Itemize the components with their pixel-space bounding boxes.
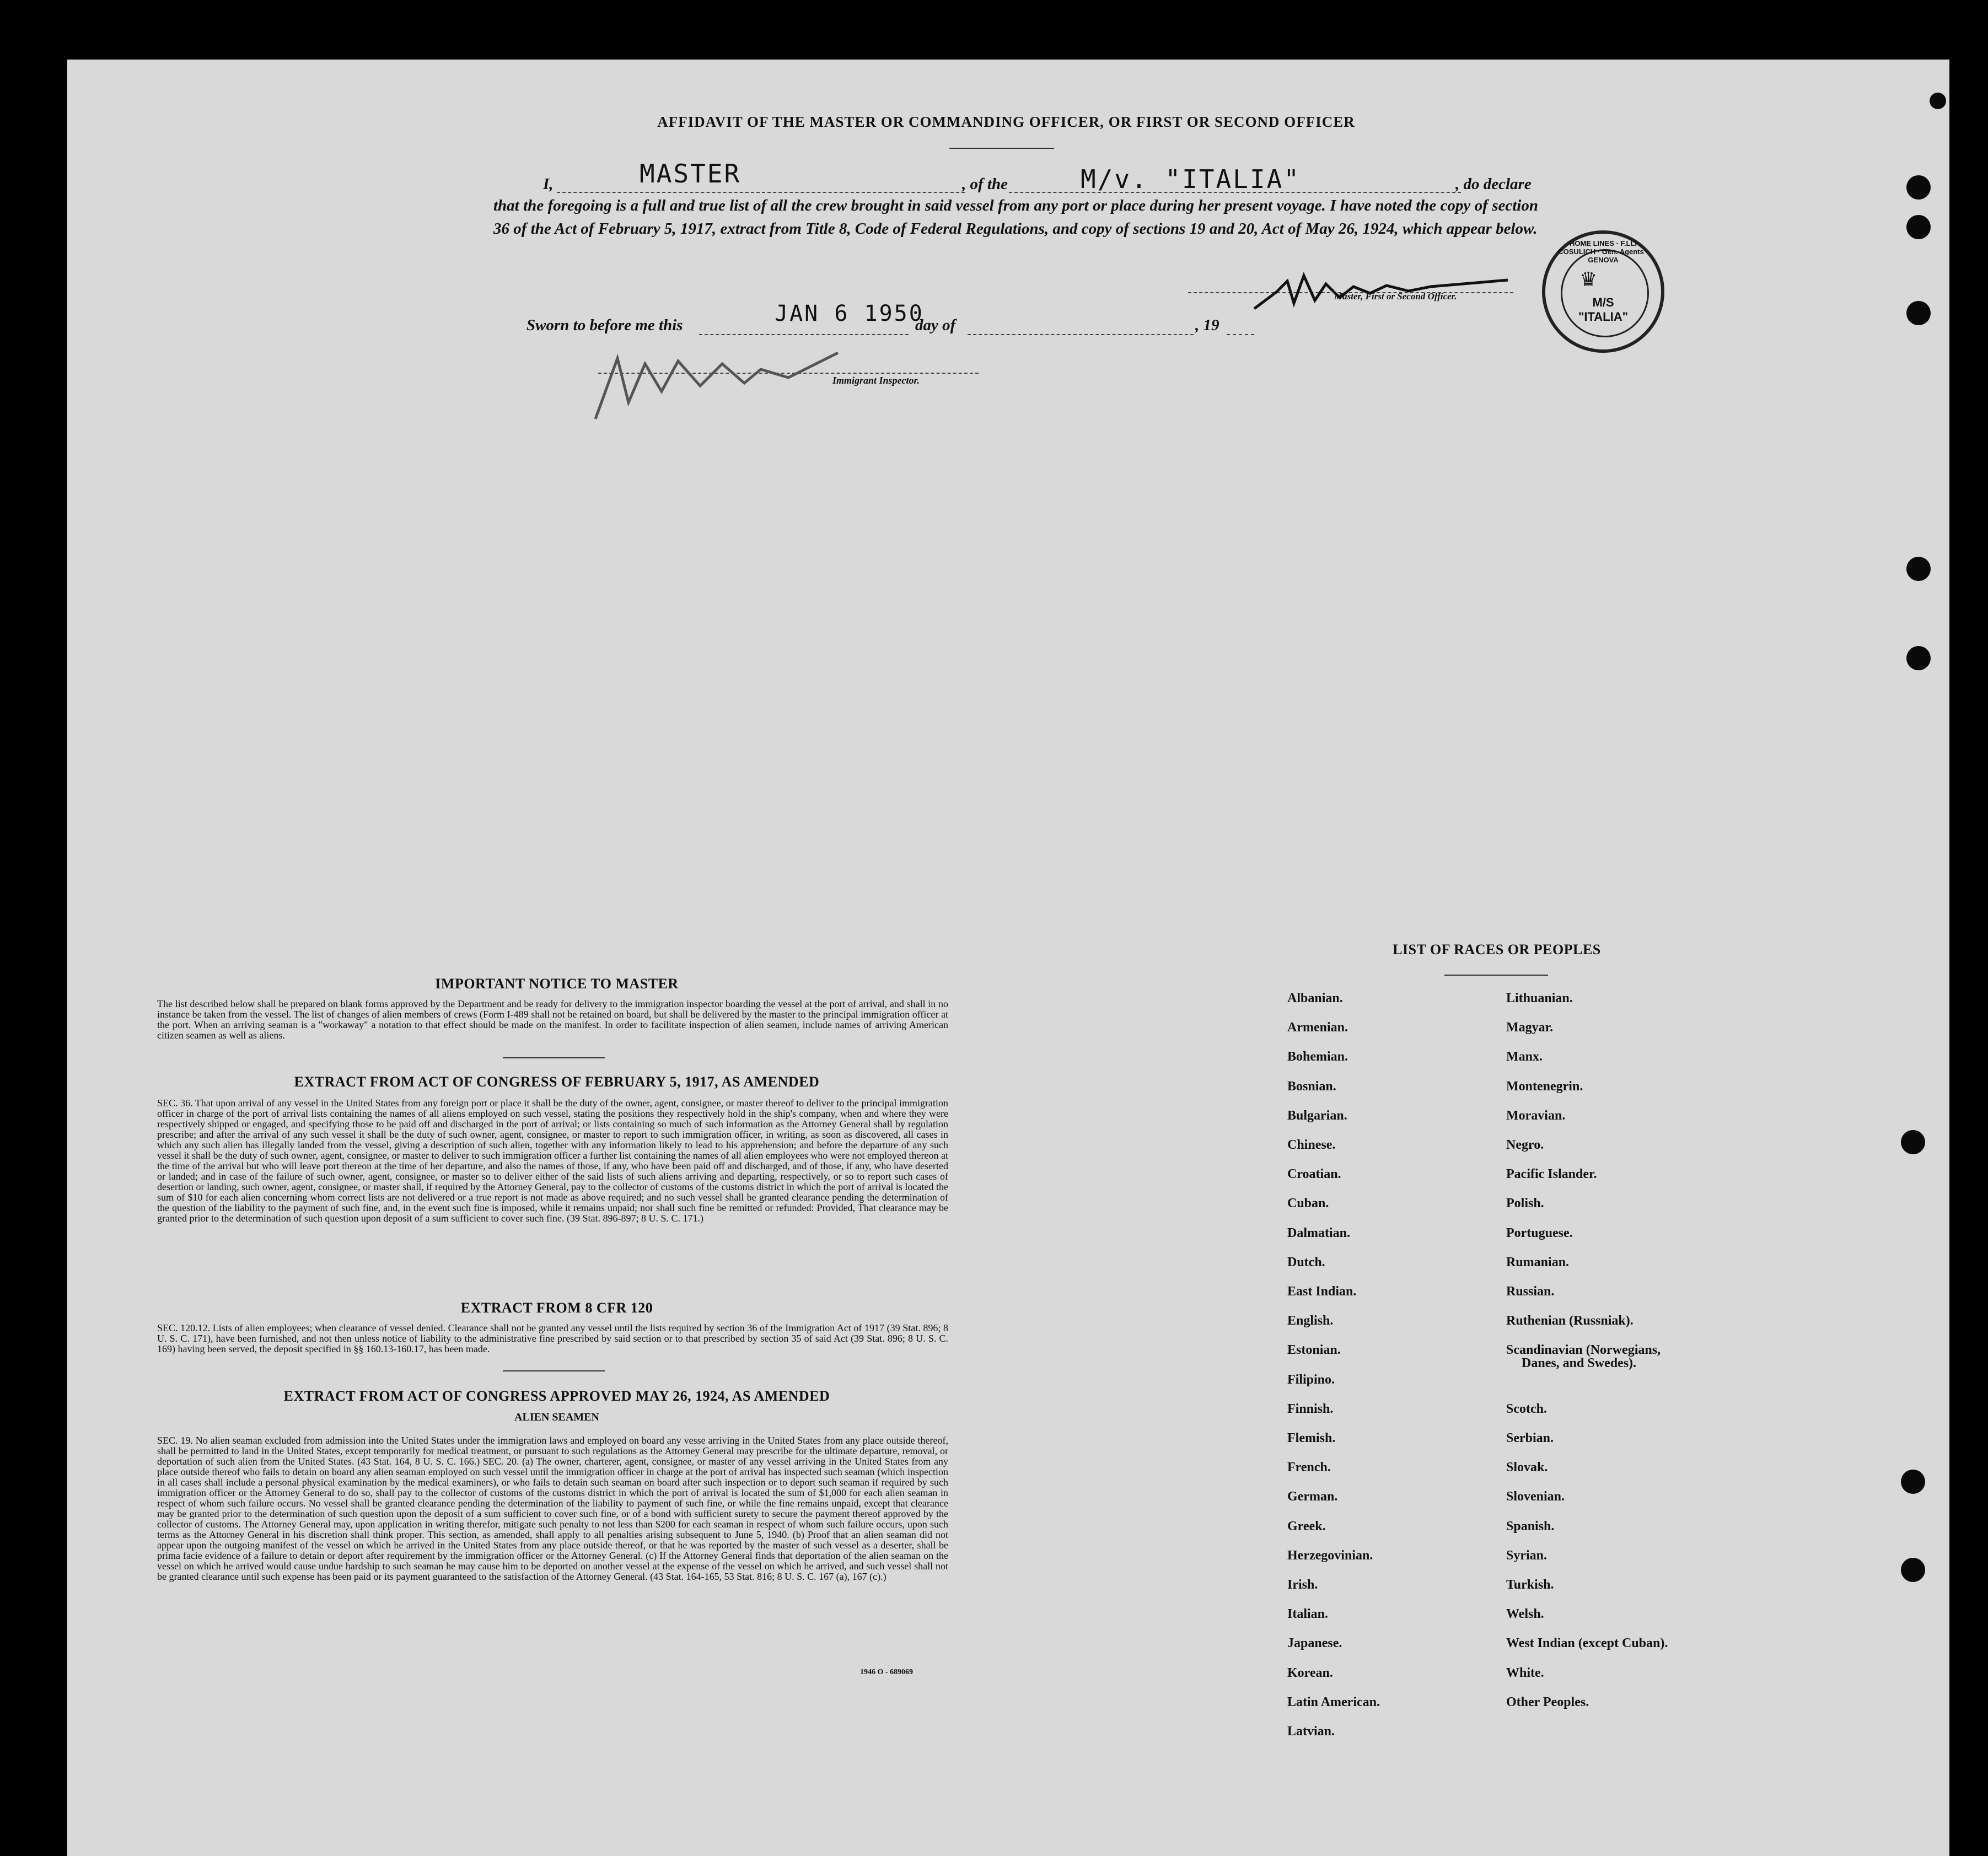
race-item: Rumanian.	[1506, 1255, 1570, 1269]
race-item: Polish.	[1506, 1196, 1544, 1211]
punch-hole	[1906, 557, 1931, 581]
race-item: West Indian (except Cuban).	[1506, 1636, 1668, 1651]
name-line	[557, 192, 965, 193]
race-item: Bosnian.	[1287, 1079, 1336, 1094]
race-item: Moravian.	[1506, 1108, 1566, 1123]
race-item: German.	[1287, 1489, 1338, 1504]
month-line	[968, 334, 1194, 335]
race-item: Latin American.	[1287, 1694, 1380, 1709]
race-item: Ruthenian (Russniak).	[1506, 1314, 1634, 1328]
punch-hole	[1901, 1130, 1925, 1154]
punch-hole	[1930, 93, 1946, 109]
inspector-caption: Immigrant Inspector.	[832, 375, 920, 386]
race-item: Albanian.	[1287, 991, 1343, 1005]
notice-rule	[503, 1057, 605, 1058]
race-item: Spanish.	[1506, 1519, 1555, 1534]
race-item: Danes, and Swedes).	[1522, 1356, 1637, 1371]
race-item: Armenian.	[1287, 1020, 1348, 1035]
race-item: Finnish.	[1287, 1401, 1334, 1416]
race-item: Japanese.	[1287, 1636, 1342, 1651]
race-item: Lithuanian.	[1506, 991, 1573, 1005]
extract-1924-subtitle: ALIEN SEAMEN	[514, 1411, 599, 1423]
notice-title: IMPORTANT NOTICE TO MASTER	[435, 976, 679, 992]
cfr-rule	[503, 1370, 605, 1371]
race-item: Russian.	[1506, 1284, 1555, 1299]
seal-text: HOME LINES · F.LLI COSULICH · Gen. Agents · GENOVA	[1558, 239, 1648, 264]
race-item: White.	[1506, 1665, 1544, 1680]
race-item: Estonian.	[1287, 1343, 1341, 1358]
race-item: Slovenian.	[1506, 1489, 1565, 1504]
punch-hole	[1906, 215, 1931, 239]
race-item: Bohemian.	[1287, 1050, 1348, 1064]
print-code: 1946 O - 689069	[860, 1668, 914, 1676]
race-item: Montenegrin.	[1506, 1079, 1583, 1094]
race-item: English.	[1287, 1314, 1334, 1328]
officer-caption: Master, First or Second Officer.	[1334, 291, 1457, 302]
race-item: Chinese.	[1287, 1138, 1336, 1152]
race-item: Pacific Islander.	[1506, 1167, 1597, 1182]
punch-hole	[1906, 646, 1931, 670]
race-item: Irish.	[1287, 1578, 1318, 1592]
race-item: Slovak.	[1506, 1460, 1548, 1475]
punch-hole	[1906, 301, 1931, 325]
sworn-label: Sworn to before me this	[526, 316, 683, 334]
extract-1917-text: SEC. 36. That upon arrival of any vessel in the United States from any foreign port or place it shall be the duty of the owner, agent, consignee, or master thereof to deliver to the principal immigration officer in charge of the port of arrival lists containing the names of all aliens employed on such vessel, stating the positions they respectively hold in the ship's company, when and where they were respectively shipped or engaged, and specifying those to be paid off and discharged in the port of arrival; or lists containing so much of such information as the Attorney General shall by regulation prescribe; and after the arrival of any such vessel it shall be the duty of such owner, agent, consignee, or master to report to such immigration officer, in writing, as soon as discovered, all cases in which any such alien has illegally landed from the vessel, giving a description of such alien, together with any information likely to lead to his apprehension; and before the departure of any such vessel it shall be the duty of such owner, agent, consignee, or master to deliver to such immigration officer a further list containing the names of all alien employees who were not employed thereon at the time of the arrival but who will leave port thereon at the time of her departure, and also the names of those, if any, who have been paid off and discharged, and of those, if any, who have deserted or landed; and in case of the failure of such owner, agent, consignee, or master so to deliver either of the said lists of such aliens arriving and departing, respectively, or so to report such cases of desertion or landing, such owner, agent, consignee, or master shall, if required by the Attorney General, pay to the collector of customs of the customs district in which the port of arrival is located the sum of $10 for each alien concerning whom correct lists are not delivered or a true report is not made as above required; and no such vessel shall be granted clearance pending the determination of the question of the liability to the payment of such fine, and, in the event such fine is imposed, while it remains unpaid; nor shall such fine be remitted or refunded: Provided, That clearance may be granted prior to the determination of such question upon deposit of a sum sufficient to cover such fine. (39 Stat. 896-897; 8 U. S. C. 171.)	[157, 1098, 948, 1224]
of-the-label: , of the	[962, 175, 1008, 193]
race-item: Negro.	[1506, 1138, 1544, 1152]
race-item: Portuguese.	[1506, 1225, 1573, 1240]
punch-hole	[1901, 1470, 1925, 1494]
i-label: I,	[543, 175, 554, 193]
race-item: Magyar.	[1506, 1020, 1554, 1035]
race-item: Scotch.	[1506, 1401, 1547, 1416]
punch-hole	[1901, 1558, 1925, 1582]
extract-1917-title: EXTRACT FROM ACT OF CONGRESS OF FEBRUARY 5, 1917, AS AMENDED	[294, 1074, 820, 1090]
officer-signature	[1243, 259, 1530, 320]
race-item: Latvian.	[1287, 1724, 1335, 1739]
races-title: LIST OF RACES OR PEOPLES	[1393, 942, 1601, 957]
race-item: Flemish.	[1287, 1431, 1336, 1445]
notice-text: The list described below shall be prepared on blank forms approved by the Department and be ready for delivery to the immigration inspector boarding the vessel at the port of arrival, and shall in no instance be taken from the vessel. The list of changes of alien members of crews (Form I-489 shall not be retained on board, but shall be delivered by the master to the principal immigration officer at the port. When an arriving seaman is a "workaway" a notation to that effect should be made on the manifest. In order to facilitate inspection of alien seamen, include names of arriving American citizen seamen as well as aliens.	[157, 998, 948, 1041]
race-item: Cuban.	[1287, 1196, 1329, 1211]
punch-hole	[1906, 175, 1931, 200]
race-item: Filipino.	[1287, 1372, 1335, 1387]
do-declare-label: , do declare	[1455, 175, 1532, 193]
company-seal	[1542, 230, 1664, 353]
race-item: Other Peoples.	[1506, 1694, 1589, 1709]
extract-cfr-title: EXTRACT FROM 8 CFR 120	[460, 1300, 653, 1316]
race-item: French.	[1287, 1460, 1331, 1475]
race-item: Croatian.	[1287, 1167, 1341, 1182]
race-item: Turkish.	[1506, 1578, 1554, 1592]
races-rule	[1444, 975, 1548, 976]
affidavit-body: that the foregoing is a full and true list of all the crew brought in said vessel from any port or place during her present voyage. I have noted the copy of section 36 of the Act of February 5, 1917, extract from Title 8, Code of Federal Regulations, and copy of sections 19 and 20, Act of May 26, 1924, which appear below.	[493, 197, 1538, 238]
sworn-date: JAN 6 1950	[775, 301, 924, 326]
race-item: Italian.	[1287, 1607, 1329, 1622]
race-item: Bulgarian.	[1287, 1108, 1347, 1123]
race-item: Scandinavian (Norwegians,	[1506, 1343, 1661, 1358]
year-line	[1227, 334, 1254, 335]
vessel-value: M/v. "ITALIA"	[1081, 164, 1301, 194]
year-label: , 19	[1195, 316, 1219, 334]
extract-cfr-text: SEC. 120.12. Lists of alien employees; when clearance of vessel denied. Clearance shall not be granted any vessel until the lists required by section 36 of the Immigration Act of 1917 (39 Stat. 896; 8 U. S. C. 171), have been furnished, and not then unless notice of liability to the administrative fine prescribed by said section or to that prescribed by section 35 of said Act (39 Stat. 896; 8 U. S. C. 169) having been served, the deposit specified in §§ 160.13-160.17, has been made.	[157, 1322, 948, 1354]
race-item: Syrian.	[1506, 1548, 1548, 1563]
crown-icon: ♛	[1579, 268, 1598, 290]
race-item: East Indian.	[1287, 1284, 1357, 1299]
extract-1924-text: SEC. 19. No alien seaman excluded from admission into the United States under the immigration laws and employed on board any vesse arriving in the United States from any place outside thereof, shall be permitted to land in the United States, except temporarily for medical treatment, or pursuant to such regulations as the Attorney General may prescribe for the ultimate departure, removal, or deportation of such alien from the United States. (43 Stat. 164, 8 U. S. C. 166.) SEC. 20. (a) The owner, charterer, agent, consignee, or master of any vessel arriving in the United States from any place outside thereof who fails to detain on board any alien seaman employed on such vessel until the immigration officer in charge at the port of arrival has inspected such seaman (which inspection in all cases shall include a personal physical examination by the medical examiners), or who fails to detain such seaman on board after such inspection or to deport such seaman if required by such immigration officer or the Attorney General to do so, shall pay to the collector of customs of the customs district in which the port of arrival is located the sum of $1,000 for each alien seaman in respect of whom such failure occurs. No vessel shall be granted clearance pending the determination of the liability to payment of such fine, or while the fine remains unpaid, except that clearance may be granted prior to the determination of such question upon the deposit of a sum sufficient to cover such fine, or of a bond with sufficient surety to secure the payment thereof approved by the collector of customs. The Attorney General may, upon application in writing therefor, mitigate such penalty to not less than $200 for each seaman in respect of whom such failure occurs, upon such terms as the Attorney General in his discretion shall think proper. This section, as amended, shall apply to all penalties arising subsequent to June 5, 1940. (b) Proof that an alien seaman did not appear upon the outgoing manifest of the vessel on which he arrived in the United States from any place outside thereof, or that he was reported by the master of such vessel as a deserter, shall be prima facie evidence of a failure to detain or deport after requirement by the immigration officer or the Attorney General. (c) If the Attorney General finds that deportation of the alien seaman on the vessel on which he arrived would cause undue hardship to such seaman he may cause him to be deported on another vessel at the expense of the vessel on which he arrived, and such vessel shall not be granted clearance until such expense has been paid or its payment guaranteed to the satisfaction of the Attorney General. (43 Stat. 164-165, 53 Stat. 816; 8 U. S. C. 167 (a), 167 (c).)	[157, 1435, 948, 1582]
extract-1924-title: EXTRACT FROM ACT OF CONGRESS APPROVED MAY 26, 1924, AS AMENDED	[283, 1388, 830, 1404]
race-item: Dutch.	[1287, 1255, 1325, 1269]
day-of-label: day of	[915, 316, 956, 334]
seal-center: M/S "ITALIA"	[1578, 295, 1629, 324]
race-item: Korean.	[1287, 1665, 1333, 1680]
race-item: Herzegovinian.	[1287, 1548, 1373, 1563]
race-item: Serbian.	[1506, 1431, 1554, 1445]
race-item: Greek.	[1287, 1519, 1326, 1534]
race-item: Dalmatian.	[1287, 1225, 1350, 1240]
affidavit-title: AFFIDAVIT OF THE MASTER OR COMMANDING OFFICER, OR FIRST OR SECOND OFFICER	[657, 114, 1355, 130]
race-item: Welsh.	[1506, 1607, 1544, 1622]
race-item: Manx.	[1506, 1050, 1543, 1064]
title-rule	[949, 148, 1054, 149]
name-value: MASTER	[640, 159, 742, 189]
